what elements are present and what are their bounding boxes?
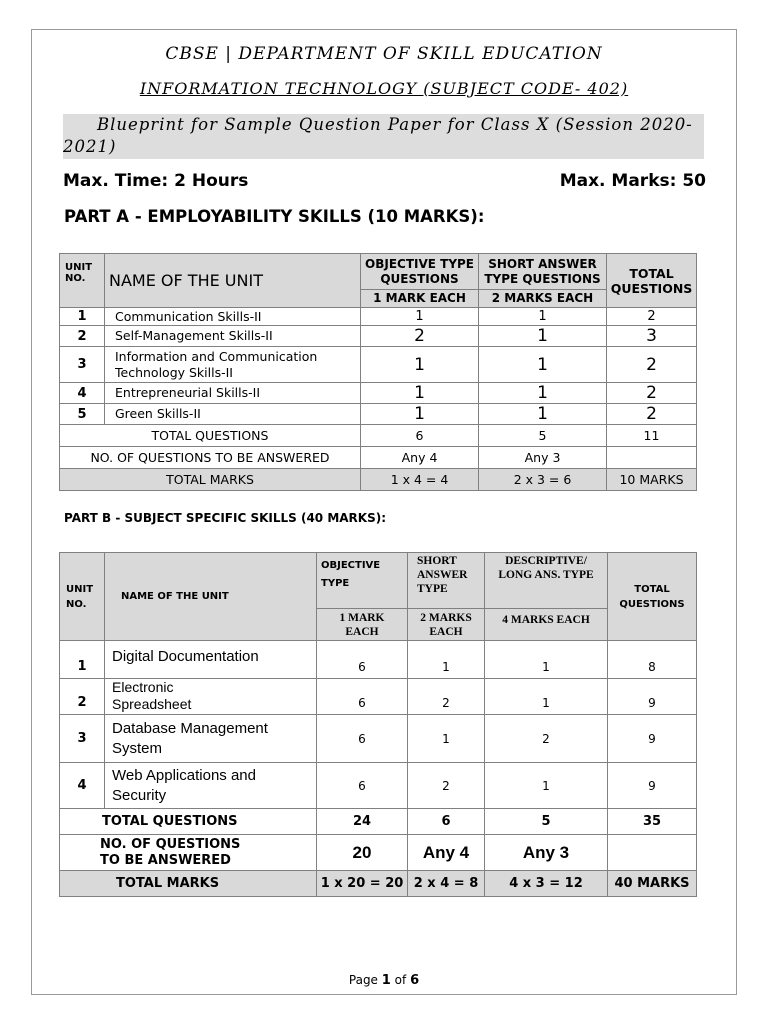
total-objective: 6 [361, 425, 479, 447]
short-count: 1 [479, 383, 607, 404]
total-marks-row [60, 871, 697, 897]
unit-name: Green Skills-II [105, 404, 361, 425]
part-a-heading: PART A - EMPLOYABILITY SKILLS (10 MARKS): [64, 207, 485, 226]
unit-number: 2 [60, 326, 105, 347]
header-descriptive: DESCRIPTIVE/ LONG ANS. TYPE [485, 553, 608, 609]
header-short-answer: SHORT ANSWER TYPE [408, 553, 485, 609]
total-count: 2 [607, 383, 697, 404]
to-answer-row [60, 835, 697, 871]
objective-count: 6 [317, 641, 408, 679]
total-count: 8 [608, 641, 697, 679]
marks-objective: 1 x 4 = 4 [361, 469, 479, 491]
table-row [60, 308, 697, 326]
to-answer-objective: Any 4 [361, 447, 479, 469]
short-count: 1 [479, 326, 607, 347]
blueprint-line-1: Blueprint for Sample Question Paper for Class X (Session 2020- [97, 115, 693, 134]
marks-total: 10 MARKS [607, 469, 697, 491]
unit-name: Digital Documentation [105, 641, 317, 679]
part-b-table [59, 552, 697, 897]
short-count: 1 [479, 404, 607, 425]
page-number [0, 973, 768, 988]
total-short: 6 [408, 809, 485, 835]
table-row [60, 347, 697, 383]
unit-name: Entrepreneurial Skills-II [105, 383, 361, 404]
unit-name: Electronic Spreadsheet [105, 679, 317, 715]
part-b-heading: PART B - SUBJECT SPECIFIC SKILLS (40 MARKS): [64, 511, 387, 525]
header-objective: OBJECTIVE TYPE [317, 553, 408, 609]
marks-descriptive: 4 x 3 = 12 [485, 871, 608, 897]
short-count: 1 [408, 715, 485, 763]
unit-number: 1 [60, 641, 105, 679]
marks-short: 2 x 3 = 6 [479, 469, 607, 491]
short-count: 2 [408, 763, 485, 809]
to-answer-descriptive: Any 3 [485, 835, 608, 871]
part-a-table [59, 253, 697, 491]
page-of: of [394, 973, 407, 987]
header-unit-name: NAME OF THE UNIT [105, 254, 361, 308]
header-line-1: CBSE | DEPARTMENT OF SKILL EDUCATION [165, 44, 603, 64]
total-short: 5 [479, 425, 607, 447]
total-marks-row [60, 469, 697, 491]
max-marks: Max. Marks: 50 [559, 171, 706, 191]
total-questions-label: TOTAL QUESTIONS [60, 809, 317, 835]
total-count: 2 [607, 308, 697, 326]
total-descriptive: 5 [485, 809, 608, 835]
objective-count: 1 [361, 383, 479, 404]
page-current: 1 [381, 973, 391, 988]
table-row [60, 763, 697, 809]
descriptive-count: 1 [485, 763, 608, 809]
to-answer-total [608, 835, 697, 871]
header-obj-marks: 1 MARK EACH [317, 609, 408, 641]
marks-short: 2 x 4 = 8 [408, 871, 485, 897]
to-answer-row [60, 447, 697, 469]
objective-count: 1 [361, 347, 479, 383]
total-marks-label: TOTAL MARKS [60, 469, 361, 491]
descriptive-count: 1 [485, 641, 608, 679]
to-answer-short: Any 4 [408, 835, 485, 871]
total-questions-row [60, 809, 697, 835]
to-answer-label: NO. OF QUESTIONS TO BE ANSWERED [60, 835, 317, 871]
table-row [60, 641, 697, 679]
header-unit-no: UNIT NO. [60, 553, 105, 641]
unit-number: 1 [60, 308, 105, 326]
to-answer-objective: 20 [317, 835, 408, 871]
header-total-questions: TOTAL QUESTIONS [607, 254, 697, 308]
page-prefix: Page [348, 973, 378, 987]
objective-count: 6 [317, 679, 408, 715]
descriptive-count: 2 [485, 715, 608, 763]
header-short-answer: SHORT ANSWER TYPE QUESTIONS [479, 254, 607, 290]
header-unit-name: NAME OF THE UNIT [105, 553, 317, 641]
short-count: 1 [479, 347, 607, 383]
total-count: 9 [608, 715, 697, 763]
header-line-2: INFORMATION TECHNOLOGY (SUBJECT CODE- 402) [139, 79, 629, 98]
objective-count: 1 [361, 404, 479, 425]
total-count: 2 [607, 347, 697, 383]
marks-total: 40 MARKS [608, 871, 697, 897]
unit-number: 4 [60, 763, 105, 809]
short-count: 1 [408, 641, 485, 679]
blueprint-title [63, 114, 704, 159]
objective-count: 2 [361, 326, 479, 347]
to-answer-label: NO. OF QUESTIONS TO BE ANSWERED [60, 447, 361, 469]
table-row [60, 679, 697, 715]
header-short-marks: 2 MARKS EACH [408, 609, 485, 641]
header-objective: OBJECTIVE TYPE QUESTIONS [361, 254, 479, 290]
total-count: 9 [608, 763, 697, 809]
total-objective: 24 [317, 809, 408, 835]
short-count: 1 [479, 308, 607, 326]
header-total-questions: TOTAL QUESTIONS [608, 553, 697, 641]
table-row [60, 404, 697, 425]
header-short-marks: 2 MARKS EACH [479, 290, 607, 308]
table-row [60, 326, 697, 347]
total-count: 3 [607, 326, 697, 347]
unit-number: 5 [60, 404, 105, 425]
table-row [60, 715, 697, 763]
unit-name: Database Management System [105, 715, 317, 763]
descriptive-count: 1 [485, 679, 608, 715]
unit-number: 3 [60, 715, 105, 763]
total-count: 9 [608, 679, 697, 715]
objective-count: 1 [361, 308, 479, 326]
unit-number: 3 [60, 347, 105, 383]
objective-count: 6 [317, 763, 408, 809]
total-total: 35 [608, 809, 697, 835]
to-answer-total [607, 447, 697, 469]
unit-name: Web Applications and Security [105, 763, 317, 809]
page-total: 6 [410, 973, 420, 988]
total-count: 2 [607, 404, 697, 425]
header-obj-marks: 1 MARK EACH [361, 290, 479, 308]
unit-name: Self-Management Skills-II [105, 326, 361, 347]
unit-name: Communication Skills-II [105, 308, 361, 326]
total-questions-label: TOTAL QUESTIONS [60, 425, 361, 447]
header-unit-no: UNIT NO. [60, 254, 105, 308]
table-row [60, 383, 697, 404]
unit-number: 4 [60, 383, 105, 404]
to-answer-short: Any 3 [479, 447, 607, 469]
total-questions-row [60, 425, 697, 447]
blueprint-line-2: 2021) [63, 137, 117, 156]
short-count: 2 [408, 679, 485, 715]
max-time: Max. Time: 2 Hours [63, 171, 249, 191]
total-marks-label: TOTAL MARKS [60, 871, 317, 897]
unit-name: Information and Communication Technology Skills-II [105, 347, 361, 383]
header-desc-marks: 4 MARKS EACH [485, 609, 608, 641]
marks-objective: 1 x 20 = 20 [317, 871, 408, 897]
total-total: 11 [607, 425, 697, 447]
unit-number: 2 [60, 679, 105, 715]
objective-count: 6 [317, 715, 408, 763]
